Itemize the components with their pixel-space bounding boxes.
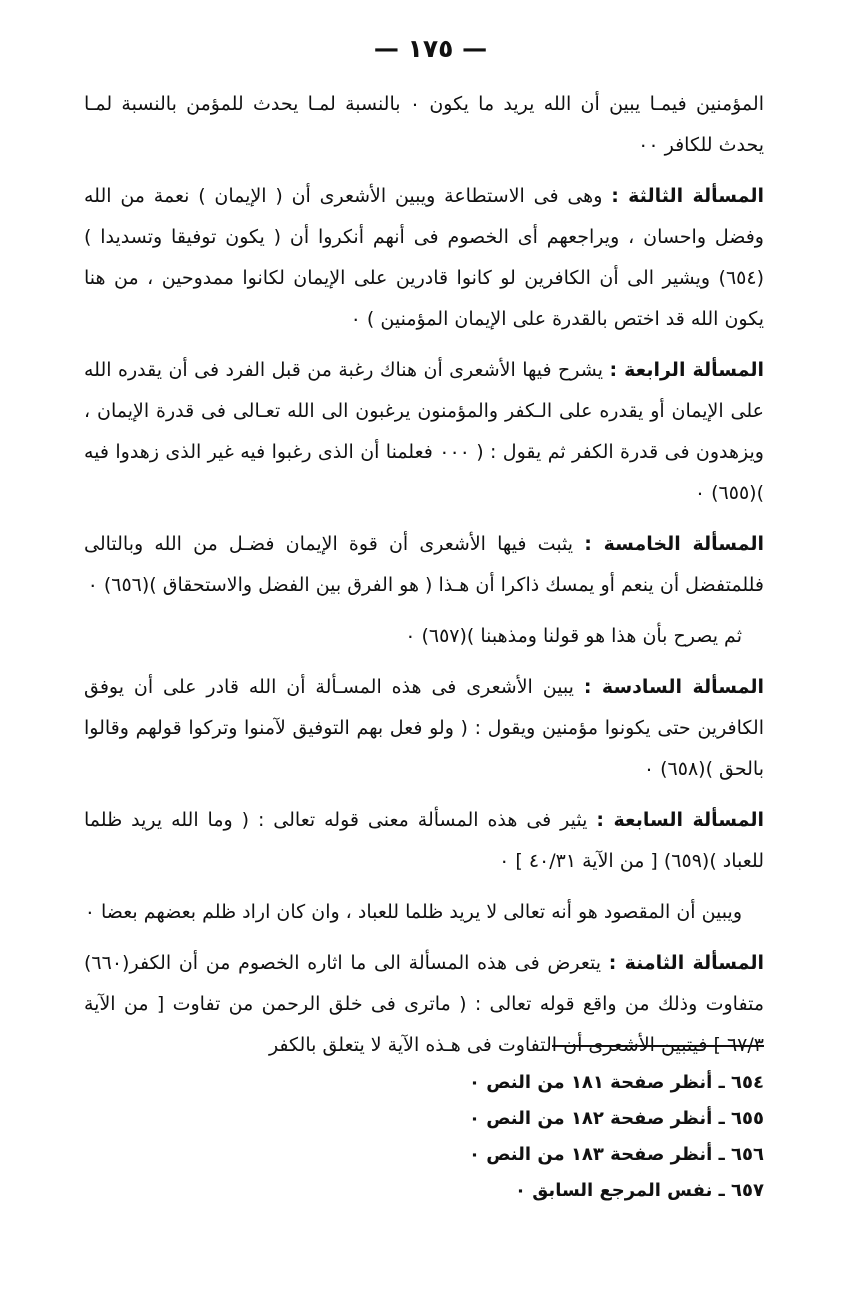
paragraph-masala-4 <box>84 350 764 514</box>
paragraph-text: يثير فى هذه المسألة معنى قوله تعالى : ( وما الله يريد ظلما للعباد )(٦٥٩) [ من الآية ٤٠/٣١ ] ٠ <box>84 809 764 872</box>
paragraph-masala-7 <box>84 800 764 882</box>
paragraph-continuation-1 <box>84 616 764 657</box>
page-number: — ١٧٥ — <box>373 34 488 63</box>
paragraph-heading: المسألة السادسة : <box>583 676 764 698</box>
paragraph-text: وهى فى الاستطاعة ويبين الأشعرى أن ( الإيمان ) نعمة من الله وفضل واحسان ، ويراجعهم أى الخصوم فى أنهم أنكروا أن ( يكون توفيقا وتسديدا )(٦٥٤) ويشير الى أن الكافرين لو كانوا قادرين على الإيمان لكانوا ممدوحين ، من هنا يكون الله قد اختص بالقدرة على الإيمان المؤمنين ) ٠ <box>84 185 764 330</box>
paragraph-masala-5 <box>84 524 764 606</box>
footnote-655: ٦٥٥ ـ أنظر صفحة ١٨٢ من النص ٠ <box>468 1108 764 1129</box>
footnote-654: ٦٥٤ ـ أنظر صفحة ١٨١ من النص ٠ <box>468 1072 764 1093</box>
paragraph-heading: المسألة السابعة : <box>596 809 764 831</box>
paragraph-text: ويبين أن المقصود هو أنه تعالى لا يريد ظلما للعباد ، وان كان اراد ظلم بعضهم بعضا ٠ <box>84 901 742 923</box>
paragraph-text: ثم يصرح بأن هذا هو قولنا ومذهبنا )(٦٥٧) ٠ <box>405 625 742 647</box>
paragraph-heading: المسألة الثامنة : <box>608 952 764 974</box>
paragraph-masala-3 <box>84 176 764 340</box>
paragraph-heading: المسألة الثالثة : <box>611 185 764 207</box>
paragraph-text: يثبت فيها الأشعرى أن قوة الإيمان فضـل من الله وبالتالى فللمتفضل أن ينعم أو يمسك ذاكرا أن هـذا ( هو الفرق بين الفضل والاستحقاق )(٦٥٦) ٠ <box>84 533 764 596</box>
paragraph-text: المؤمنين فيمـا يبين أن الله يريد ما يكون ٠ بالنسبة لمـا يحدث للمؤمن بالنسبة لمـا يحدث للكافر ٠٠ <box>84 93 764 156</box>
paragraph-text: يتعرض فى هذه المسألة الى ما اثاره الخصوم من أن الكفر(٦٦٠) متفاوت وذلك من واقع قوله تعالى : ( ماترى فى خلق الرحمن من تفاوت [ من الآية ٦٧/٣ ] فيتبين الأشعرى أن التفاوت فى هـذه الآية لا يتعلق بالكفر <box>84 952 764 1056</box>
paragraph-masala-6 <box>84 667 764 790</box>
footnote-656: ٦٥٦ ـ أنظر صفحة ١٨٣ من النص ٠ <box>468 1144 764 1165</box>
paragraph-heading: المسألة الرابعة : <box>609 359 764 381</box>
footnotes <box>300 1065 764 1209</box>
footnote-divider <box>552 1045 764 1047</box>
paragraph-heading: المسألة الخامسة : <box>584 533 764 555</box>
paragraph-masala-8 <box>84 943 764 1066</box>
paragraph-text: يبين الأشعرى فى هذه المسـألة أن الله قادر على أن يوفق الكافرين حتى يكونوا مؤمنين ويقول : ( ولو فعل بهم التوفيق لآمنوا وتركوا قولهم وقالوا بالحق )(٦٥٨) ٠ <box>84 676 764 780</box>
footnote-657: ٦٥٧ ـ نفس المرجع السابق ٠ <box>514 1180 764 1201</box>
paragraph-1 <box>84 84 764 166</box>
body-text <box>84 84 764 1076</box>
paragraph-continuation-2 <box>84 892 764 933</box>
paragraph-text: يشرح فيها الأشعرى أن هناك رغبة من قبل الفرد فى أن يقدره الله على الإيمان أو يقدره على الـكفر والمؤمنون يرغبون الى الله تعـالى فى قدرة الإيمان ، ويزهدون فى قدرة الكفر ثم يقول : ( ٠٠٠ فعلمنا أن الذى رغبوا فيه غير الذى زهدوا فيه )(٦٥٥) ٠ <box>84 359 764 504</box>
